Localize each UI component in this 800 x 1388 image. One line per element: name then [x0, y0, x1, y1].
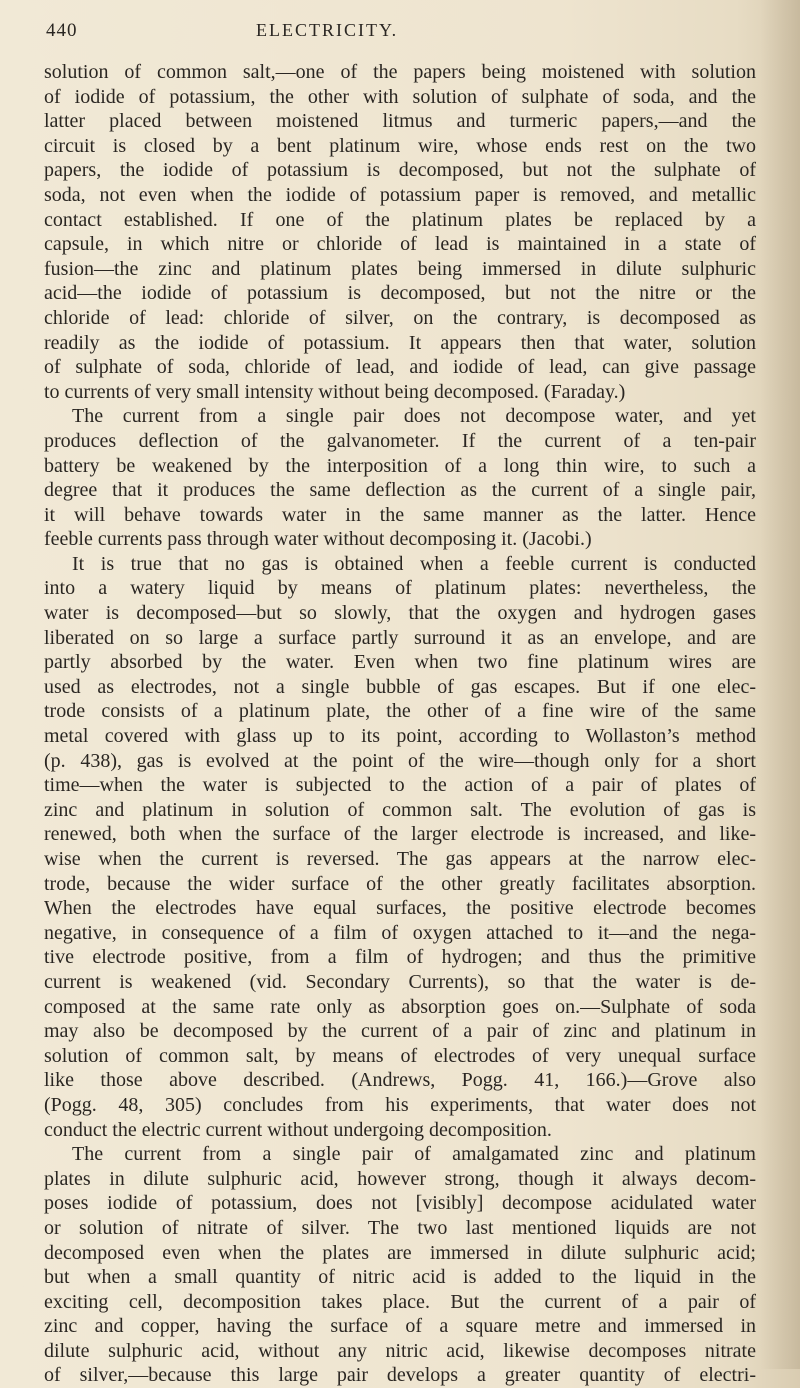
text-line: produces deflection of the galvanometer. If the current of a ten-pair: [44, 429, 756, 452]
text-line: battery be weakened by the interposition of a long thin wire, to such a: [44, 454, 756, 477]
text-line: of silver,—because this large pair develops a greater quantity of electri-: [44, 1364, 756, 1387]
text-line: readily as the iodide of potassium. It appears then that water, solution: [44, 331, 756, 354]
text-line: papers, the iodide of potassium is decomposed, but not the sulphate of: [44, 159, 756, 182]
text-line: degree that it produces the same deflection as the current of a single pair,: [44, 479, 756, 502]
text-line: contact established. If one of the platinum plates be replaced by a: [44, 208, 756, 231]
text-line: When the electrodes have equal surfaces, the positive electrode becomes: [44, 897, 756, 920]
text-line: zinc and platinum in solution of common salt. The evolution of gas is: [44, 798, 756, 821]
text-line: of iodide of potassium, the other with solution of sulphate of soda, and the: [44, 85, 756, 108]
text-line: exciting cell, decomposition takes place. But the current of a pair of: [44, 1290, 756, 1313]
text-line: partly absorbed by the water. Even when two fine platinum wires are: [44, 651, 756, 674]
text-line: metal covered with glass up to its point, according to Wollaston’s method: [44, 725, 756, 748]
text-line: decomposed even when the plates are immersed in dilute sulphuric acid;: [44, 1241, 756, 1264]
text-line: wise when the current is reversed. The gas appears at the narrow elec-: [44, 848, 756, 870]
text-line: solution of common salt,—one of the papers being moistened with solution: [44, 61, 756, 83]
running-title: ELECTRICITY.: [256, 20, 399, 40]
text-line: acid—the iodide of potassium is decomposed, but not the nitre or the: [44, 282, 756, 305]
text-line: fusion—the zinc and platinum plates being immersed in dilute sulphuric: [44, 257, 756, 280]
text-line: it will behave towards water in the same manner as the latter. Hence: [44, 503, 756, 526]
text-line: composed at the same rate only as absorption goes on.—Sulphate of soda: [44, 995, 756, 1018]
text-line: negative, in consequence of a film of oxygen attached to it—and the nega-: [44, 921, 756, 944]
text-line: water is decomposed—but so slowly, that the oxygen and hydrogen gases: [44, 602, 756, 625]
text-line: renewed, both when the surface of the larger electrode is increased, and like-: [44, 823, 756, 846]
text-line: solution of common salt, by means of electrodes of very unequal surface: [44, 1044, 756, 1067]
text-line: soda, not even when the iodide of potassium paper is removed, and metallic: [44, 183, 756, 206]
text-line: may also be decomposed by the current of a pair of zinc and platinum in: [44, 1020, 756, 1043]
text-line: current is weakened (vid. Secondary Currents), so that the water is de-: [44, 970, 756, 993]
text-line: circuit is closed by a bent platinum wire, whose ends rest on the two: [44, 134, 756, 157]
text-line: conduct the electric current without undergoing decomposition.: [44, 1118, 552, 1141]
text-line: latter placed between moistened litmus and turmeric papers,—and the: [44, 110, 756, 133]
text-line: poses iodide of potassium, does not [visibly] decompose acidulated water: [44, 1192, 756, 1215]
text-line: trode consists of a platinum plate, the other of a fine wire of the same: [44, 700, 756, 723]
text-line: dilute sulphuric acid, without any nitric acid, likewise decomposes nitrate: [44, 1339, 756, 1362]
text-line: (Pogg. 48, 305) concludes from his experiments, that water does not: [44, 1093, 756, 1116]
text-line: like those above described. (Andrews, Pogg. 41, 166.)—Grove also: [44, 1069, 756, 1092]
text-line: but when a small quantity of nitric acid is added to the liquid in the: [44, 1266, 756, 1289]
text-line: tive electrode positive, from a film of hydrogen; and thus the primitive: [44, 946, 756, 969]
text-line: liberated on so large a surface partly surround it as an envelope, and are: [44, 626, 756, 649]
text-line: trode, because the wider surface of the other greatly facilitates absorption.: [44, 872, 756, 895]
text-line: into a watery liquid by means of platinum plates: nevertheless, the: [44, 577, 756, 600]
text-line: The current from a single pair of amalgamated zinc and platinum: [72, 1143, 756, 1166]
text-line: plates in dilute sulphuric acid, however strong, though it always decom-: [44, 1167, 756, 1190]
page-number: 440: [46, 20, 78, 41]
text-line: or solution of nitrate of silver. The two last mentioned liquids are not: [44, 1216, 756, 1239]
text-line: capsule, in which nitre or chloride of lead is maintained in a state of: [44, 233, 756, 256]
text-line: time—when the water is subjected to the action of a pair of plates of: [44, 774, 756, 797]
text-line: feeble currents pass through water without decomposing it. (Jacobi.): [44, 528, 592, 551]
text-line: (p. 438), gas is evolved at the point of the wire—though only for a short: [44, 749, 756, 772]
page-edge-shadow: [760, 0, 800, 1369]
text-line: chloride of lead: chloride of silver, on the contrary, is decomposed as: [44, 306, 756, 329]
text-line: of sulphate of soda, chloride of lead, and iodide of lead, can give passage: [44, 356, 756, 379]
running-head: [46, 20, 726, 48]
text-line: used as electrodes, not a single bubble of gas escapes. But if one elec-: [44, 675, 756, 698]
text-line: The current from a single pair does not decompose water, and yet: [72, 405, 756, 428]
body-text: [44, 60, 756, 1388]
text-line: zinc and copper, having the surface of a square metre and immersed in: [44, 1315, 756, 1338]
text-line: to currents of very small intensity without being decomposed. (Faraday.): [44, 380, 626, 403]
text-line: It is true that no gas is obtained when a feeble current is conducted: [72, 552, 756, 575]
